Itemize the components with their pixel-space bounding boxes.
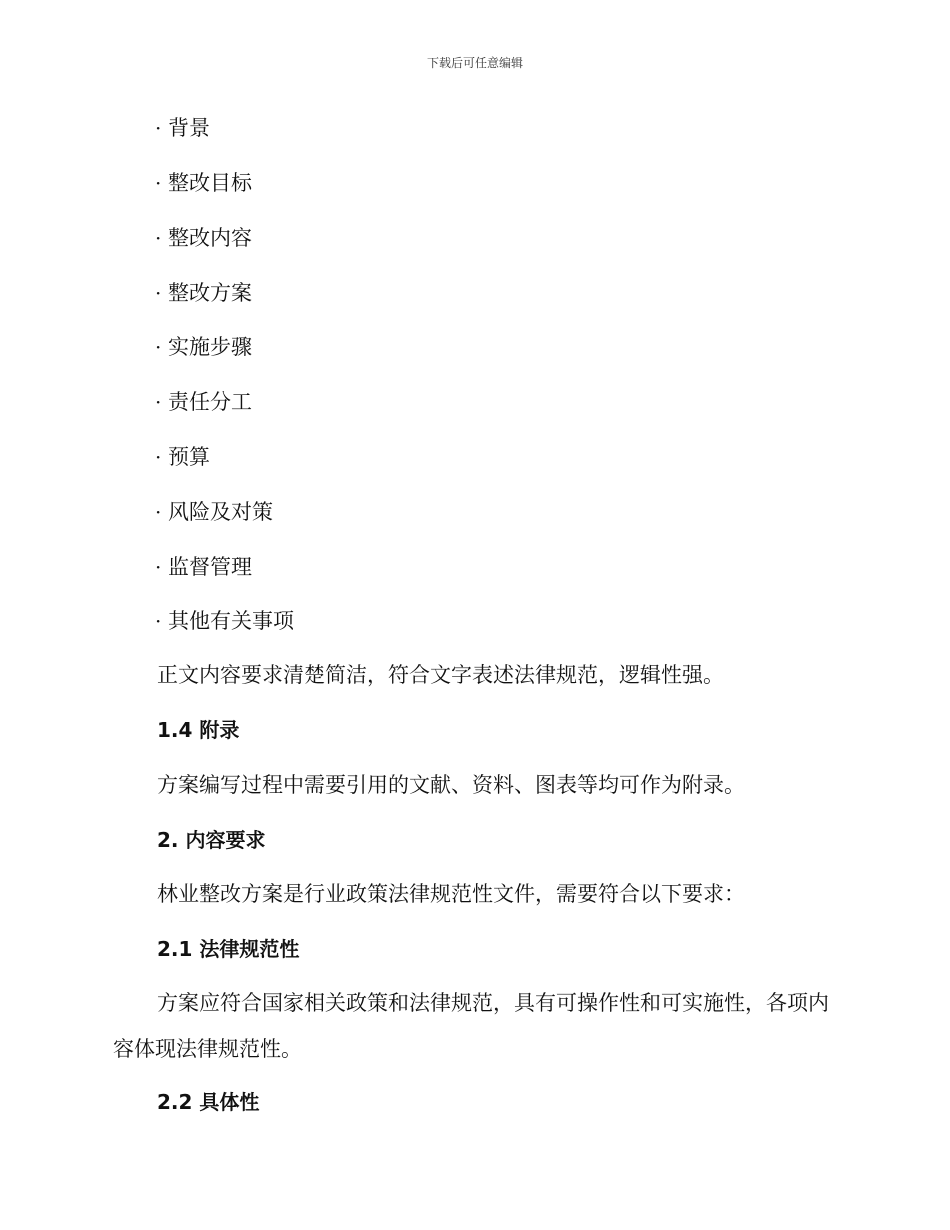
bullet-dot: ·: [155, 335, 162, 359]
bullet-item: [155, 553, 252, 581]
bullet-label: 预算: [168, 445, 210, 469]
bullet-label: 背景: [168, 116, 210, 140]
page-header: 下载后可任意编辑: [426, 56, 523, 70]
bullet-dot: ·: [155, 171, 162, 195]
bullet-label: 整改方案: [168, 281, 252, 305]
bullet-dot: ·: [155, 281, 162, 305]
bullet-label: 风险及对策: [168, 500, 273, 524]
bullet-item: [155, 169, 252, 197]
bullet-dot: ·: [155, 390, 162, 414]
section-heading-2-1: 2.1 法律规范性: [157, 937, 300, 961]
bullet-dot: ·: [155, 226, 162, 250]
bullet-label: 实施步骤: [168, 335, 252, 359]
section-heading-2-2: 2.2 具体性: [157, 1090, 260, 1114]
bullet-dot: ·: [155, 500, 162, 524]
section-heading-1-4: 1.4 附录: [157, 718, 240, 742]
bullet-dot: ·: [155, 116, 162, 140]
bullet-item: [155, 607, 294, 635]
bullet-item: [155, 114, 210, 142]
bullet-label: 整改目标: [168, 171, 252, 195]
body-paragraph-wrapped: 方案应符合国家相关政策和法律规范，具有可操作性和可实施性，各项内容体现法律规范性。: [113, 991, 829, 1061]
bullet-dot: ·: [155, 445, 162, 469]
bullet-item: [155, 333, 252, 361]
body-paragraph: 方案编写过程中需要引用的文献、资料、图表等均可作为附录。: [157, 773, 745, 797]
bullet-label: 其他有关事项: [168, 609, 294, 633]
bullet-item: [155, 443, 210, 471]
bullet-item: [155, 498, 273, 526]
bullet-item: [155, 224, 252, 252]
section-heading-2: 2. 内容要求: [157, 828, 266, 852]
bullet-item: [155, 388, 252, 416]
bullet-label: 责任分工: [168, 390, 252, 414]
bullet-dot: ·: [155, 609, 162, 633]
bullet-dot: ·: [155, 555, 162, 579]
bullet-label: 监督管理: [168, 555, 252, 579]
body-paragraph: 正文内容要求清楚简洁，符合文字表述法律规范，逻辑性强。: [157, 663, 724, 687]
body-paragraph: 林业整改方案是行业政策法律规范性文件，需要符合以下要求：: [157, 882, 745, 906]
bullet-label: 整改内容: [168, 226, 252, 250]
bullet-item: [155, 279, 252, 307]
